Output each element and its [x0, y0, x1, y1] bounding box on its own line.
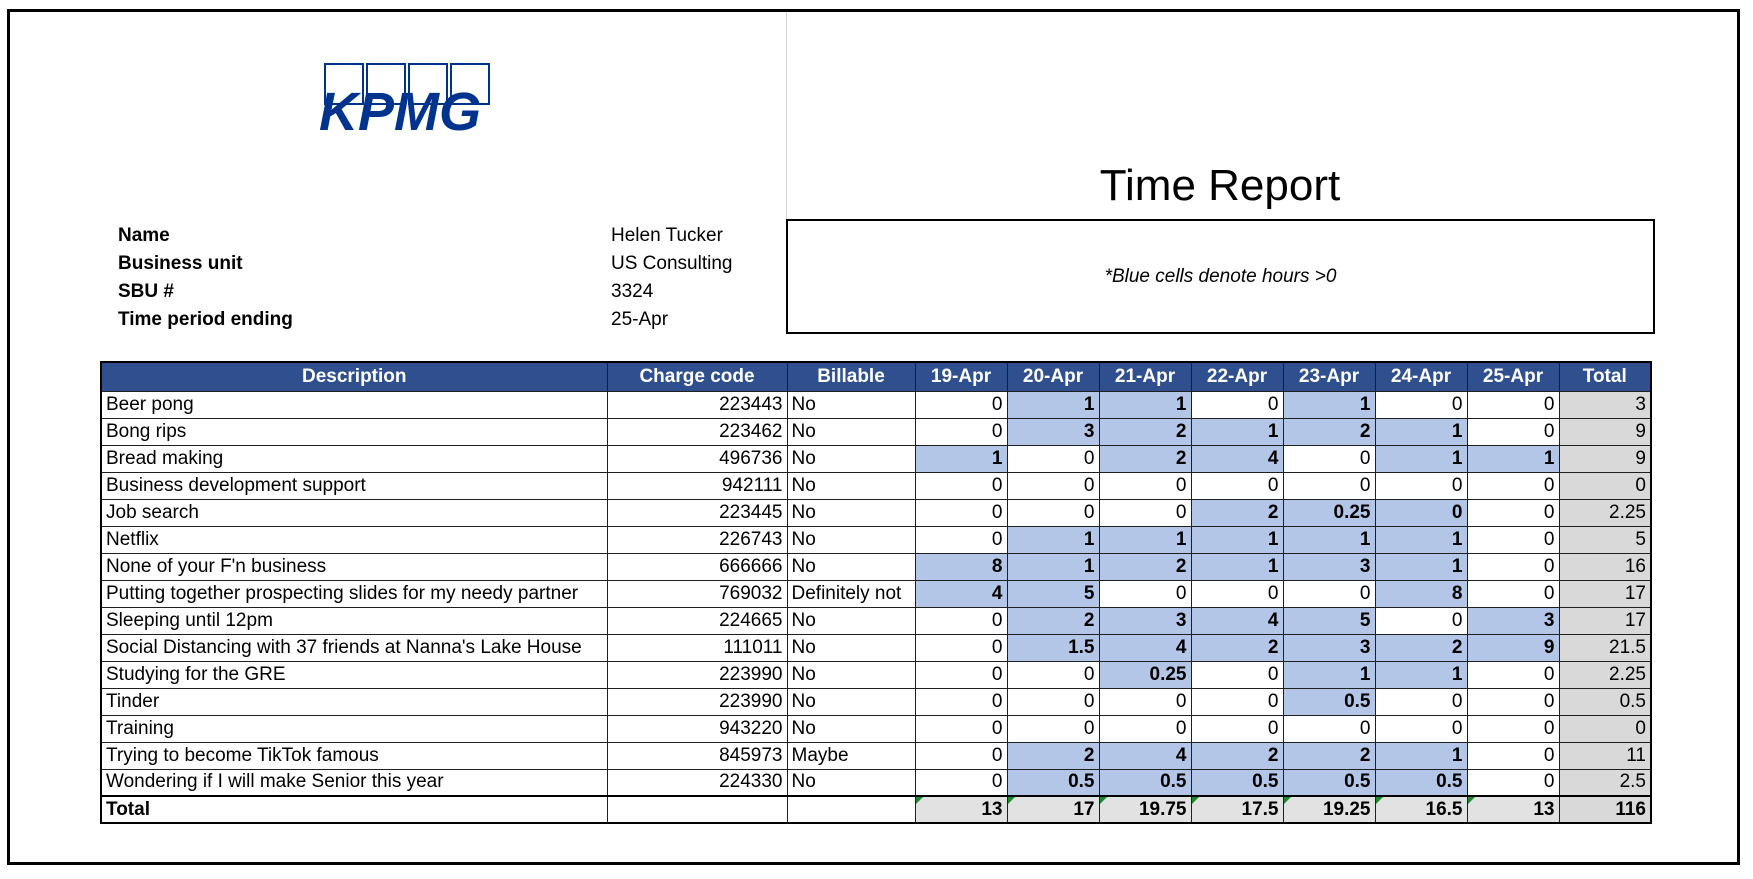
hours-cell: 3 [1467, 607, 1559, 634]
description-cell: Trying to become TikTok famous [101, 742, 607, 769]
description-cell: Studying for the GRE [101, 661, 607, 688]
hours-cell: 0.5 [1007, 769, 1099, 796]
description-cell: Sleeping until 12pm [101, 607, 607, 634]
error-indicator-icon [1468, 797, 1475, 804]
row-total-cell: 5 [1559, 526, 1651, 553]
charge-code-cell: 223462 [607, 418, 787, 445]
billable-cell: No [787, 526, 915, 553]
row-total-cell: 3 [1559, 391, 1651, 418]
hours-cell: 1 [1375, 526, 1467, 553]
hours-cell: 0 [1283, 580, 1375, 607]
day-total-value: 16.5 [1425, 798, 1463, 820]
charge-code-cell: 223445 [607, 499, 787, 526]
hours-cell: 2 [1191, 742, 1283, 769]
day-total-cell [1007, 796, 1099, 823]
column-header: 24-Apr [1375, 362, 1467, 391]
hours-cell: 0 [1099, 688, 1191, 715]
row-total-cell: 0 [1559, 715, 1651, 742]
row-total-cell: 2.25 [1559, 661, 1651, 688]
hours-cell: 0 [1375, 688, 1467, 715]
hours-cell: 0 [1099, 499, 1191, 526]
hours-cell: 1 [1375, 553, 1467, 580]
day-total-value: 13 [1533, 798, 1555, 820]
column-header: Charge code [607, 362, 787, 391]
description-cell: Beer pong [101, 391, 607, 418]
charge-code-cell: 224665 [607, 607, 787, 634]
description-cell: Social Distancing with 37 friends at Nanna's Lake House [101, 634, 607, 661]
charge-code-cell: 496736 [607, 445, 787, 472]
table-row [101, 499, 1651, 526]
hours-cell: 0 [915, 715, 1007, 742]
billable-cell: No [787, 445, 915, 472]
table-row [101, 526, 1651, 553]
description-cell: Bread making [101, 445, 607, 472]
hours-cell: 0 [1007, 688, 1099, 715]
hours-cell: 0 [915, 769, 1007, 796]
row-total-cell: 17 [1559, 607, 1651, 634]
day-total-value: 19.75 [1138, 798, 1187, 820]
hours-cell: 0 [1375, 715, 1467, 742]
row-total-cell: 21.5 [1559, 634, 1651, 661]
hours-cell: 0 [1467, 499, 1559, 526]
time-period-value: 25-Apr [611, 309, 669, 330]
hours-cell: 0 [1007, 445, 1099, 472]
billable-cell: No [787, 688, 915, 715]
day-total-value: 17.5 [1241, 798, 1279, 820]
hours-cell: 0.5 [1375, 769, 1467, 796]
hours-cell: 1 [1191, 526, 1283, 553]
legend-note-text: *Blue cells denote hours >0 [1104, 265, 1337, 287]
table-row [101, 553, 1651, 580]
hours-cell: 4 [1099, 742, 1191, 769]
row-total-cell: 16 [1559, 553, 1651, 580]
billable-cell: No [787, 634, 915, 661]
description-cell: Putting together prospecting slides for my needy partner [101, 580, 607, 607]
hours-cell: 8 [915, 553, 1007, 580]
hours-cell: 1 [1099, 391, 1191, 418]
hours-cell: 2 [1007, 742, 1099, 769]
hours-cell: 0 [1191, 580, 1283, 607]
hours-cell: 0 [1375, 391, 1467, 418]
hours-cell: 2 [1283, 742, 1375, 769]
hours-cell: 0 [1099, 472, 1191, 499]
column-header: 20-Apr [1007, 362, 1099, 391]
column-header: 19-Apr [915, 362, 1007, 391]
column-header: 22-Apr [1191, 362, 1283, 391]
charge-code-cell: 845973 [607, 742, 787, 769]
billable-cell: No [787, 391, 915, 418]
legend-note [786, 219, 1655, 334]
hours-cell: 0 [1191, 472, 1283, 499]
charge-code-cell: 226743 [607, 526, 787, 553]
hours-cell: 0.5 [1099, 769, 1191, 796]
row-total-cell: 9 [1559, 418, 1651, 445]
day-total-value: 17 [1073, 798, 1095, 820]
sbu-label: SBU # [118, 281, 174, 302]
hours-cell: 3 [1007, 418, 1099, 445]
billable-cell: No [787, 499, 915, 526]
hours-cell: 1 [1375, 418, 1467, 445]
hours-cell: 0 [915, 742, 1007, 769]
total-label: Total [101, 796, 607, 823]
hours-cell: 1 [1191, 553, 1283, 580]
error-indicator-icon [1008, 797, 1015, 804]
hours-cell: 4 [1191, 445, 1283, 472]
hours-cell: 2 [1191, 634, 1283, 661]
total-row [101, 796, 1651, 823]
table-row [101, 418, 1651, 445]
hours-cell: 1 [1007, 526, 1099, 553]
row-total-cell: 2.25 [1559, 499, 1651, 526]
description-cell: Netflix [101, 526, 607, 553]
hours-cell: 0 [1467, 526, 1559, 553]
hours-cell: 1 [1283, 391, 1375, 418]
hours-cell: 5 [1283, 607, 1375, 634]
hours-cell: 0 [1467, 661, 1559, 688]
error-indicator-icon [1192, 797, 1199, 804]
name-label: Name [118, 225, 170, 246]
hours-cell: 0 [1467, 715, 1559, 742]
hours-cell: 0 [915, 472, 1007, 499]
charge-code-cell: 942111 [607, 472, 787, 499]
hours-cell: 0 [1283, 445, 1375, 472]
hours-cell: 0 [1099, 580, 1191, 607]
hours-cell: 0 [915, 526, 1007, 553]
hours-cell: 0 [1007, 715, 1099, 742]
hours-cell: 2 [1283, 418, 1375, 445]
hours-cell: 2 [1099, 553, 1191, 580]
hours-cell: 0 [915, 688, 1007, 715]
hours-cell: 3 [1283, 634, 1375, 661]
column-divider [786, 12, 787, 220]
day-total-cell [1099, 796, 1191, 823]
description-cell: Business development support [101, 472, 607, 499]
table-row [101, 769, 1651, 796]
hours-cell: 2 [1099, 418, 1191, 445]
hours-cell: 0 [1375, 472, 1467, 499]
hours-cell: 0 [1467, 418, 1559, 445]
row-total-cell: 11 [1559, 742, 1651, 769]
hours-cell: 1 [915, 445, 1007, 472]
hours-cell: 2 [1099, 445, 1191, 472]
row-total-cell: 0.5 [1559, 688, 1651, 715]
hours-cell: 3 [1099, 607, 1191, 634]
charge-code-cell: 224330 [607, 769, 787, 796]
page-title: Time Report [1099, 161, 1341, 210]
hours-cell: 1 [1099, 526, 1191, 553]
error-indicator-icon [1376, 797, 1383, 804]
hours-cell: 0 [915, 607, 1007, 634]
column-header: 25-Apr [1467, 362, 1559, 391]
hours-cell: 2 [1375, 634, 1467, 661]
billable-cell: No [787, 661, 915, 688]
hours-cell: 4 [1191, 607, 1283, 634]
svg-text:KPMG: KPMG [319, 82, 481, 138]
hours-cell: 0 [1467, 769, 1559, 796]
table-row [101, 472, 1651, 499]
hours-cell: 0 [915, 418, 1007, 445]
hours-cell: 0 [915, 391, 1007, 418]
day-total-cell [1375, 796, 1467, 823]
time-report-table [100, 361, 1652, 824]
hours-cell: 0.25 [1283, 499, 1375, 526]
row-total-cell: 9 [1559, 445, 1651, 472]
hours-cell: 0 [915, 661, 1007, 688]
charge-code-empty [607, 796, 787, 823]
hours-cell: 4 [1099, 634, 1191, 661]
time-period-label: Time period ending [118, 309, 293, 330]
billable-cell: Definitely not [787, 580, 915, 607]
row-total-cell: 17 [1559, 580, 1651, 607]
error-indicator-icon [1284, 797, 1291, 804]
day-total-cell [1283, 796, 1375, 823]
hours-cell: 1 [1467, 445, 1559, 472]
hours-cell: 1 [1375, 445, 1467, 472]
hours-cell: 0 [915, 499, 1007, 526]
hours-cell: 0 [1467, 688, 1559, 715]
column-header: Description [101, 362, 607, 391]
table-row [101, 445, 1651, 472]
day-total-cell [915, 796, 1007, 823]
column-header: 21-Apr [1099, 362, 1191, 391]
billable-cell: No [787, 472, 915, 499]
billable-cell: No [787, 418, 915, 445]
hours-cell: 1 [1191, 418, 1283, 445]
description-cell: Training [101, 715, 607, 742]
hours-cell: 0 [1007, 499, 1099, 526]
grand-total-cell: 116 [1559, 796, 1651, 823]
hours-cell: 2 [1191, 499, 1283, 526]
billable-cell: No [787, 553, 915, 580]
hours-cell: 0.5 [1283, 769, 1375, 796]
row-total-cell: 0 [1559, 472, 1651, 499]
hours-cell: 0 [1375, 499, 1467, 526]
day-total-value: 13 [981, 798, 1003, 820]
hours-cell: 0.5 [1191, 769, 1283, 796]
hours-cell: 1 [1375, 661, 1467, 688]
column-header: 23-Apr [1283, 362, 1375, 391]
hours-cell: 4 [915, 580, 1007, 607]
table-row [101, 742, 1651, 769]
hours-cell: 0 [1467, 391, 1559, 418]
error-indicator-icon [1100, 797, 1107, 804]
hours-cell: 1 [1375, 742, 1467, 769]
hours-cell: 0 [915, 634, 1007, 661]
name-value: Helen Tucker [611, 225, 723, 246]
hours-cell: 0 [1099, 715, 1191, 742]
description-cell: Bong rips [101, 418, 607, 445]
hours-cell: 0.25 [1099, 661, 1191, 688]
table-row [101, 391, 1651, 418]
sbu-value: 3324 [611, 281, 654, 302]
hours-cell: 0 [1467, 472, 1559, 499]
hours-cell: 0 [1467, 742, 1559, 769]
hours-cell: 0 [1375, 607, 1467, 634]
table-row [101, 661, 1651, 688]
hours-cell: 0 [1191, 661, 1283, 688]
hours-cell: 0 [1191, 391, 1283, 418]
table-row [101, 715, 1651, 742]
charge-code-cell: 223990 [607, 688, 787, 715]
day-total-cell [1191, 796, 1283, 823]
day-total-value: 19.25 [1322, 798, 1371, 820]
billable-cell: No [787, 607, 915, 634]
hours-cell: 0.5 [1283, 688, 1375, 715]
table-row [101, 580, 1651, 607]
row-total-cell: 2.5 [1559, 769, 1651, 796]
hours-cell: 1 [1283, 661, 1375, 688]
table-row [101, 607, 1651, 634]
table-header-row [101, 362, 1651, 391]
charge-code-cell: 666666 [607, 553, 787, 580]
column-header: Total [1559, 362, 1651, 391]
hours-cell: 0 [1007, 472, 1099, 499]
kpmg-logo [308, 62, 493, 138]
charge-code-cell: 223990 [607, 661, 787, 688]
hours-cell: 9 [1467, 634, 1559, 661]
description-cell: None of your F'n business [101, 553, 607, 580]
hours-cell: 1.5 [1007, 634, 1099, 661]
billable-empty [787, 796, 915, 823]
hours-cell: 0 [1191, 688, 1283, 715]
table-row [101, 634, 1651, 661]
hours-cell: 0 [1191, 715, 1283, 742]
description-cell: Wondering if I will make Senior this year [101, 769, 607, 796]
hours-cell: 8 [1375, 580, 1467, 607]
billable-cell: Maybe [787, 742, 915, 769]
hours-cell: 3 [1283, 553, 1375, 580]
billable-cell: No [787, 715, 915, 742]
hours-cell: 1 [1007, 553, 1099, 580]
hours-cell: 1 [1283, 526, 1375, 553]
description-cell: Job search [101, 499, 607, 526]
error-indicator-icon [916, 797, 923, 804]
business-unit-value: US Consulting [611, 253, 733, 274]
billable-cell: No [787, 769, 915, 796]
hours-cell: 0 [1467, 580, 1559, 607]
hours-cell: 0 [1283, 472, 1375, 499]
hours-cell: 1 [1007, 391, 1099, 418]
hours-cell: 0 [1467, 553, 1559, 580]
charge-code-cell: 943220 [607, 715, 787, 742]
business-unit-label: Business unit [118, 253, 243, 274]
table-row [101, 688, 1651, 715]
day-total-cell [1467, 796, 1559, 823]
column-header: Billable [787, 362, 915, 391]
hours-cell: 0 [1283, 715, 1375, 742]
charge-code-cell: 223443 [607, 391, 787, 418]
hours-cell: 0 [1007, 661, 1099, 688]
charge-code-cell: 111011 [607, 634, 787, 661]
hours-cell: 5 [1007, 580, 1099, 607]
charge-code-cell: 769032 [607, 580, 787, 607]
description-cell: Tinder [101, 688, 607, 715]
hours-cell: 2 [1007, 607, 1099, 634]
